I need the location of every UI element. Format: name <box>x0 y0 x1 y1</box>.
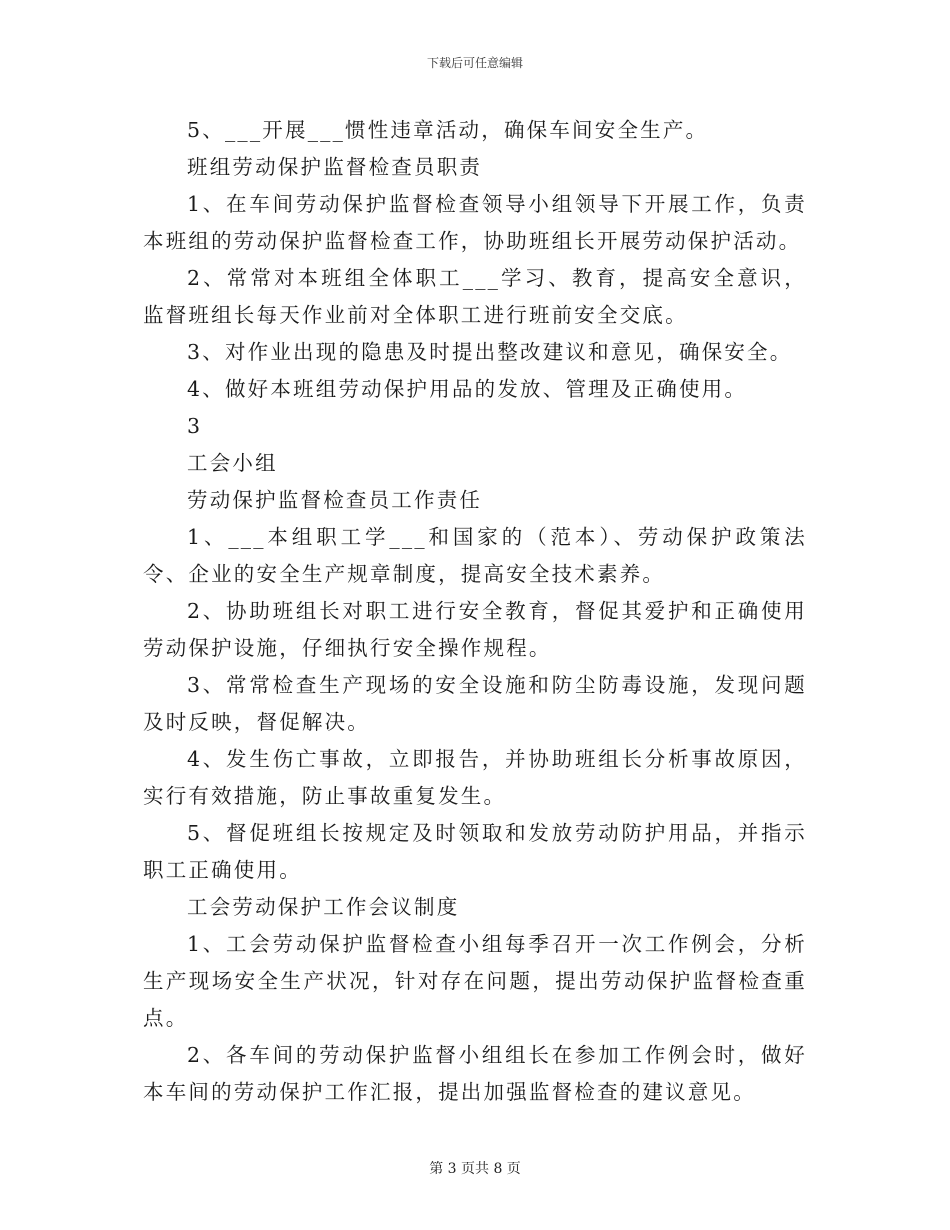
paragraph: 3、常常检查生产现场的安全设施和防尘防毒设施，发现问题及时反映，督促解决。 <box>143 673 807 734</box>
section-heading: 工会小组 <box>187 451 278 475</box>
section-heading: 工会劳动保护工作会议制度 <box>187 895 460 919</box>
document-body <box>143 112 807 1111</box>
paragraph: 1、工会劳动保护监督检查小组每季召开一次工作例会，分析生产现场安全生产状况，针对存在问题，提出劳动保护监督检查重点。 <box>143 932 807 1030</box>
paragraph: 2、各车间的劳动保护监督小组组长在参加工作例会时，做好本车间的劳动保护工作汇报，提出加强监督检查的建议意见。 <box>143 1043 807 1104</box>
paragraph: 3、对作业出现的隐患及时提出整改建议和意见，确保安全。 <box>187 340 793 364</box>
section-heading: 劳动保护监督检查员工作责任 <box>187 488 483 512</box>
section-number: 3 <box>187 414 203 438</box>
paragraph: 1、___本组职工学___和国家的（范本）、劳动保护政策法令、企业的安全生产规章制度，提高安全技术素养。 <box>143 525 807 586</box>
page-header: 下载后可任意编辑 <box>426 56 523 70</box>
page-number: 第 3 页共 8 页 <box>429 1161 521 1177</box>
paragraph: 4、做好本班组劳动保护用品的发放、管理及正确使用。 <box>187 377 748 401</box>
paragraph: 2、协助班组长对职工进行安全教育，督促其爱护和正确使用劳动保护设施，仔细执行安全操作规程。 <box>143 599 807 660</box>
paragraph: 1、在车间劳动保护监督检查领导小组领导下开展工作，负责本班组的劳动保护监督检查工作，协助班组长开展劳动保护活动。 <box>143 192 807 253</box>
paragraph: 4、发生伤亡事故，立即报告，并协助班组长分析事故原因，实行有效措施，防止事故重复发生。 <box>143 747 807 808</box>
paragraph: 2、常常对本班组全体职工___学习、教育，提高安全意识，监督班组长每天作业前对全体职工进行班前安全交底。 <box>143 266 807 327</box>
section-heading: 班组劳动保护监督检查员职责 <box>187 155 483 179</box>
paragraph: 5、督促班组长按规定及时领取和发放劳动防护用品，并指示职工正确使用。 <box>143 821 807 882</box>
paragraph: 5、___开展___惯性违章活动，确保车间安全生产。 <box>187 118 709 142</box>
